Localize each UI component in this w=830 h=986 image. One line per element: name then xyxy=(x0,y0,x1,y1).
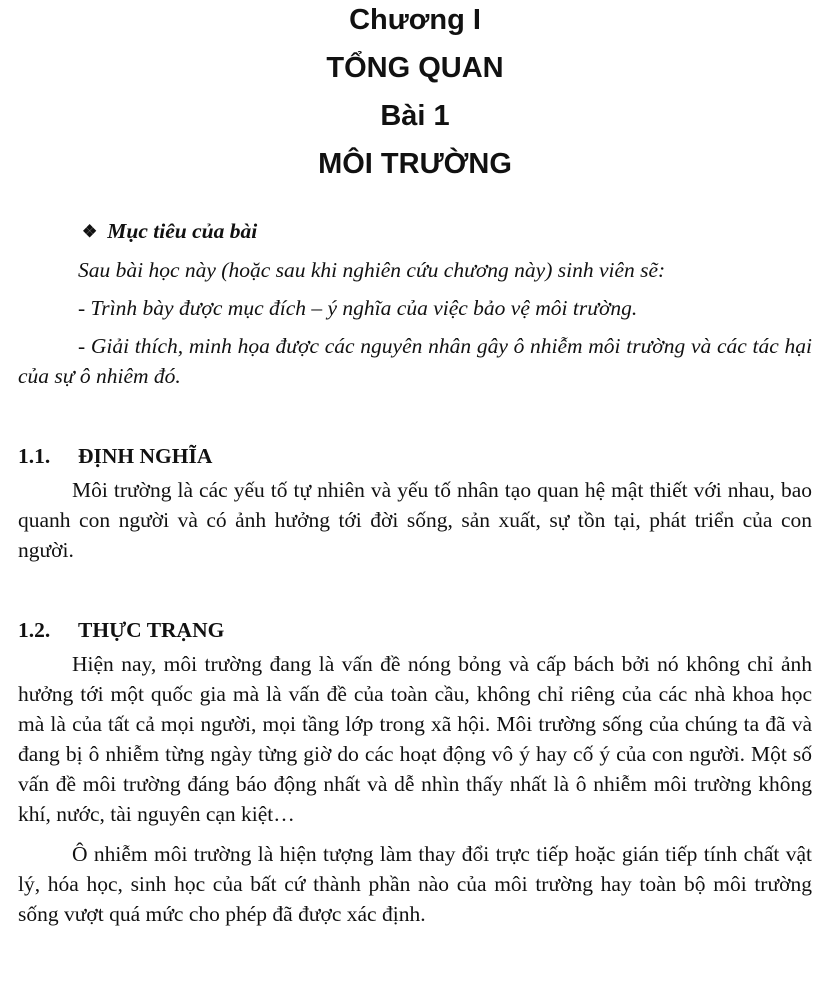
diamond-bullet-icon: ❖ xyxy=(82,222,98,241)
chapter-title: TỔNG QUAN xyxy=(326,52,504,84)
paragraph: Môi trường là các yếu tố tự nhiên và yếu tố nhân tạo quan hệ mật thiết với nhau, bao quanh con người và có ảnh hưởng tới đời sống, sản xuất, sự tồn tại, phát triển của con người. xyxy=(18,478,812,562)
paragraph: Ô nhiễm môi trường là hiện tượng làm thay đổi trực tiếp hoặc gián tiếp tính chất vật lý, hóa học, sinh học của bất cứ thành phần nào của môi trường hay toàn bộ môi trường sống vượt quá mức cho phép đã được xác định. xyxy=(18,842,812,926)
chapter-heading xyxy=(18,0,812,188)
objective-item: - Trình bày được mục đích – ý nghĩa của việc bảo vệ môi trường. xyxy=(78,296,638,320)
lesson-title: MÔI TRƯỜNG xyxy=(318,148,512,180)
section-title-text: THỰC TRẠNG xyxy=(78,618,225,642)
objectives-block xyxy=(18,216,812,391)
chapter-label: Chương I xyxy=(349,4,481,36)
section-title-text: ĐỊNH NGHĨA xyxy=(78,444,213,468)
section-current-state xyxy=(18,615,812,929)
section-heading xyxy=(18,615,812,645)
objectives-title xyxy=(18,216,812,247)
section-number: 1.2. xyxy=(18,618,51,642)
section-number: 1.1. xyxy=(18,444,51,468)
lesson-label: Bài 1 xyxy=(380,100,450,132)
objectives-intro: Sau bài học này (hoặc sau khi nghiên cứu chương này) sinh viên sẽ: xyxy=(78,258,666,282)
section-heading xyxy=(18,441,812,471)
paragraph: Hiện nay, môi trường đang là vấn đề nóng bỏng và cấp bách bởi nó không chỉ ảnh hưởng tới một quốc gia mà là vấn đề của toàn cầu, không chỉ riêng của các nhà khoa học mà là của tất cả mọi người, mọi tầng lớp trong xã hội. Môi trường sống của chúng ta đã và đang bị ô nhiễm từng ngày từng giờ do các hoạt động vô ý hay cố ý của con người. Một số vấn đề môi trường đáng báo động nhất và dễ nhìn thấy nhất là ô nhiễm môi trường không khí, nước, tài nguyên cạn kiệt… xyxy=(18,652,812,826)
objectives-title-text: Mục tiêu của bài xyxy=(107,219,258,243)
section-definition xyxy=(18,441,812,565)
objective-item: - Giải thích, minh họa được các nguyên nhân gây ô nhiễm môi trường và các tác hại của sự ô nhiêm đó. xyxy=(18,334,812,388)
